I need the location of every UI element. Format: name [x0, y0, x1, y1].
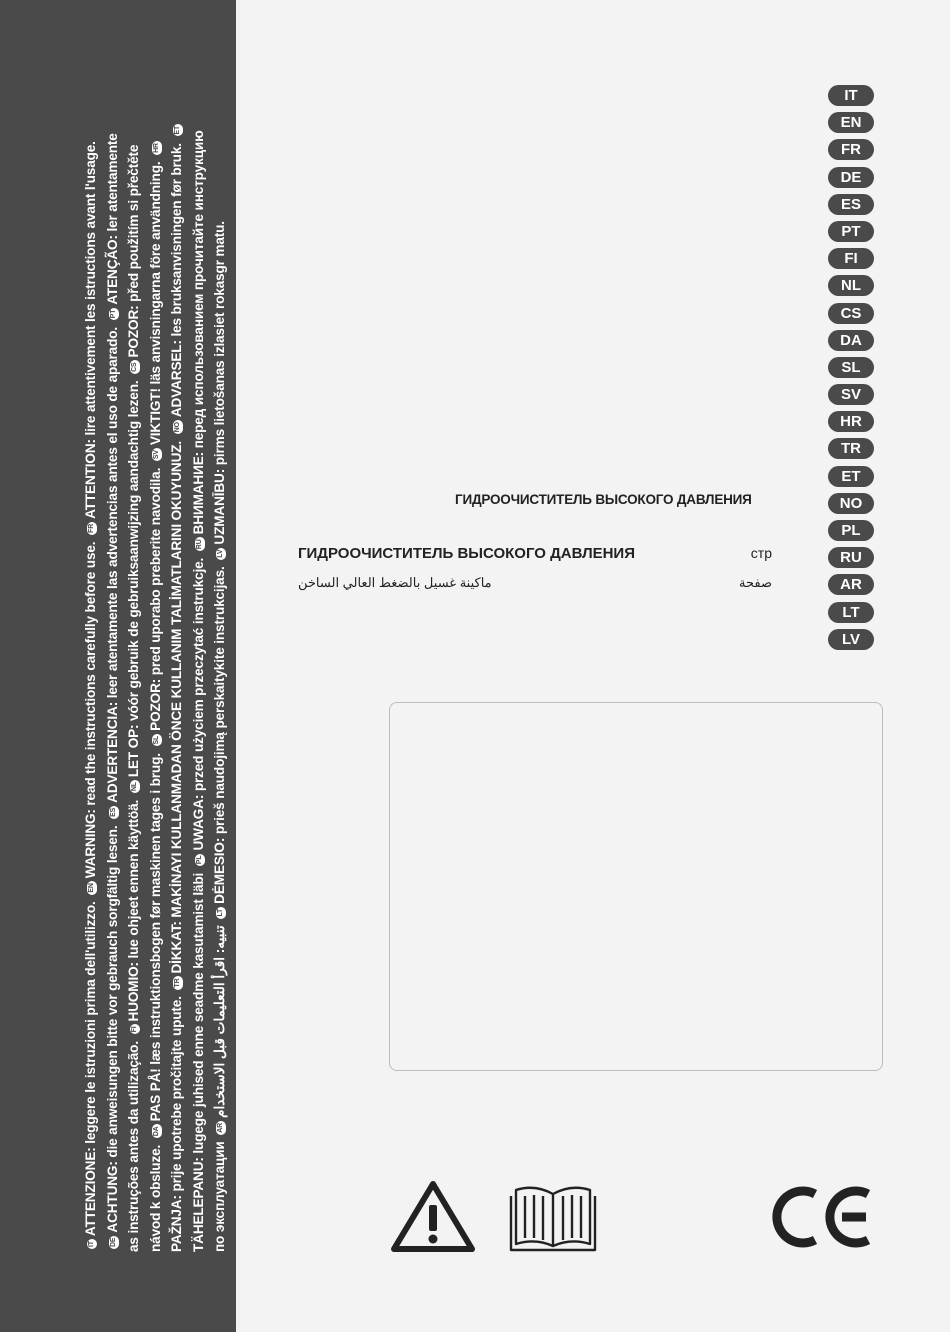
warning-text: ADVARSEL: les bruksanvisningen før bruk. — [169, 143, 184, 418]
toc-row-ru — [298, 545, 778, 571]
page-title: ГИДРООЧИСТИТЕЛЬ ВЫСОКОГО ДАВЛЕНИЯ — [455, 492, 752, 507]
warning-text: DĖMESIO: prieš naudojimą perskaitykite instrukcijas. — [212, 566, 227, 904]
language-badge-et: ET — [828, 466, 874, 487]
language-badge-da: DA — [828, 330, 874, 351]
warning-line — [145, 72, 167, 1252]
ce-mark-icon — [770, 1182, 874, 1252]
warning-text: POZOR: pred uporabo preberite navodila. — [147, 467, 163, 731]
language-code-badge: AR — [217, 1122, 224, 1133]
language-code-badge: FR — [88, 523, 95, 533]
warning-text: ATTENTION: lire attentivement les istructions avant l'usage. — [83, 141, 98, 519]
warning-text: ATTENZIONE: leggere le istruzioni prima dell'utilizzo. — [83, 901, 98, 1237]
warning-line — [102, 72, 124, 1252]
warning-line — [188, 72, 210, 1252]
language-code-badge: HR — [152, 143, 160, 153]
language-code-badge: ES — [109, 807, 117, 817]
language-code-badge: LV — [217, 549, 224, 558]
language-code-badge: EN — [88, 883, 95, 893]
warning-text: HUOMIO: lue ohjeet ennen käyttöä. — [126, 799, 141, 1022]
language-list — [828, 85, 874, 656]
warning-text: ACHTUNG: die anweisungen bitte vor gebrauch sorgfältig lesen. — [104, 825, 120, 1233]
language-badge-de: DE — [828, 167, 874, 188]
warning-text: PAŽNJA: prije upotrebe pročitajte upute. — [169, 996, 184, 1252]
language-badge-cs: CS — [828, 303, 874, 324]
warning-text: PAS PÅ! læs instruktionsbogen før maskinen tages i brug. — [147, 753, 163, 1122]
language-badge-tr: TR — [828, 438, 874, 459]
language-badge-es: ES — [828, 194, 874, 215]
language-badge-lv: LV — [828, 629, 874, 650]
toc-title: ماكينة غسيل بالضغط العالي الساخن — [298, 575, 492, 590]
language-code-badge: TR — [174, 978, 181, 988]
toc-page-label: стр — [750, 545, 772, 561]
language-code-badge: NL — [131, 782, 138, 792]
warning-text: as instruções antes da utilização. — [126, 1041, 141, 1252]
language-code-badge: IT — [88, 1241, 95, 1247]
language-code-badge: LT — [217, 908, 224, 917]
language-code-badge: DA — [152, 1126, 160, 1137]
language-badge-ar: AR — [828, 574, 874, 595]
language-badge-sl: SL — [828, 357, 874, 378]
warning-text: návod k obsluze. — [147, 1144, 163, 1252]
warning-sidebar — [0, 0, 236, 1332]
warning-text: TÄHELEPANU: lugege juhised enne seadme kasutamist läbi — [190, 872, 206, 1252]
warning-text: ATENÇÃO: ler atentamente — [104, 133, 120, 305]
warning-text: POZOR: před použitím si přečtěte — [126, 144, 141, 358]
language-badge-ru: RU — [828, 547, 874, 568]
language-code-badge: CS — [131, 362, 138, 372]
language-badge-nl: NL — [828, 275, 874, 296]
language-badge-fi: FI — [828, 248, 874, 269]
language-badge-it: IT — [828, 85, 874, 106]
toc-page-label: صفحة — [739, 575, 772, 590]
language-code-badge: ET — [174, 125, 181, 135]
warning-text: UZMANĪBU: pirms lietošanas izlasiet rokasgr matu. — [212, 221, 227, 545]
warning-text: LET OP: vóór gebruik de gebruiksaanwijzing aandachtig lezen. — [126, 380, 141, 778]
table-of-contents — [298, 545, 778, 597]
warning-text: UWAGA: przed użyciem przeczytać instrukcje. — [190, 557, 206, 851]
language-badge-pl: PL — [828, 520, 874, 541]
warning-line — [209, 72, 231, 1252]
warning-text: по эксплуатации — [212, 1141, 227, 1252]
warning-text: ADVERTENCIA: leer atentamente las advertencias antes el uso de aparado. — [104, 326, 120, 803]
language-code-badge: NO — [174, 422, 181, 433]
toc-title: ГИДРООЧИСТИТЕЛЬ ВЫСОКОГО ДАВЛЕНИЯ — [298, 545, 635, 562]
warning-line — [123, 72, 145, 1252]
toc-row-ar — [298, 571, 778, 597]
open-book-icon — [508, 1182, 598, 1254]
language-code-badge: RU — [195, 539, 203, 550]
language-code-badge: FI — [131, 1026, 138, 1033]
language-badge-hr: HR — [828, 411, 874, 432]
language-code-badge: DE — [109, 1237, 117, 1247]
language-badge-en: EN — [828, 112, 874, 133]
warning-line — [166, 72, 188, 1252]
warning-text: ВНИМАНИЕ: перед использованием прочитайте инструкцию — [190, 130, 206, 535]
rotated-warning-text — [80, 72, 231, 1252]
language-badge-fr: FR — [828, 139, 874, 160]
language-badge-sv: SV — [828, 384, 874, 405]
language-badge-lt: LT — [828, 602, 874, 623]
warning-text: VIKTIGT! läs anvisningarna före användning. — [147, 161, 163, 446]
language-code-badge: PT — [109, 309, 117, 319]
warning-triangle-icon — [391, 1180, 475, 1252]
language-badge-no: NO — [828, 493, 874, 514]
warning-text: تنبيه: اقرأ التعليمات قبل الاستخدام — [212, 925, 227, 1118]
info-box — [389, 702, 883, 1071]
language-code-badge: SV — [152, 450, 160, 460]
warning-text: WARNING: read the instructions carefully before use. — [83, 541, 98, 879]
language-badge-pt: PT — [828, 221, 874, 242]
language-code-badge: SL — [152, 735, 160, 745]
warning-line — [80, 72, 102, 1252]
warning-text: DİKKAT: MAKİNAYI KULLANMADAN ÖNCE KULLANIM TALİMATLARINI OKUYUNUZ. — [169, 440, 184, 974]
language-code-badge: PL — [195, 855, 203, 865]
